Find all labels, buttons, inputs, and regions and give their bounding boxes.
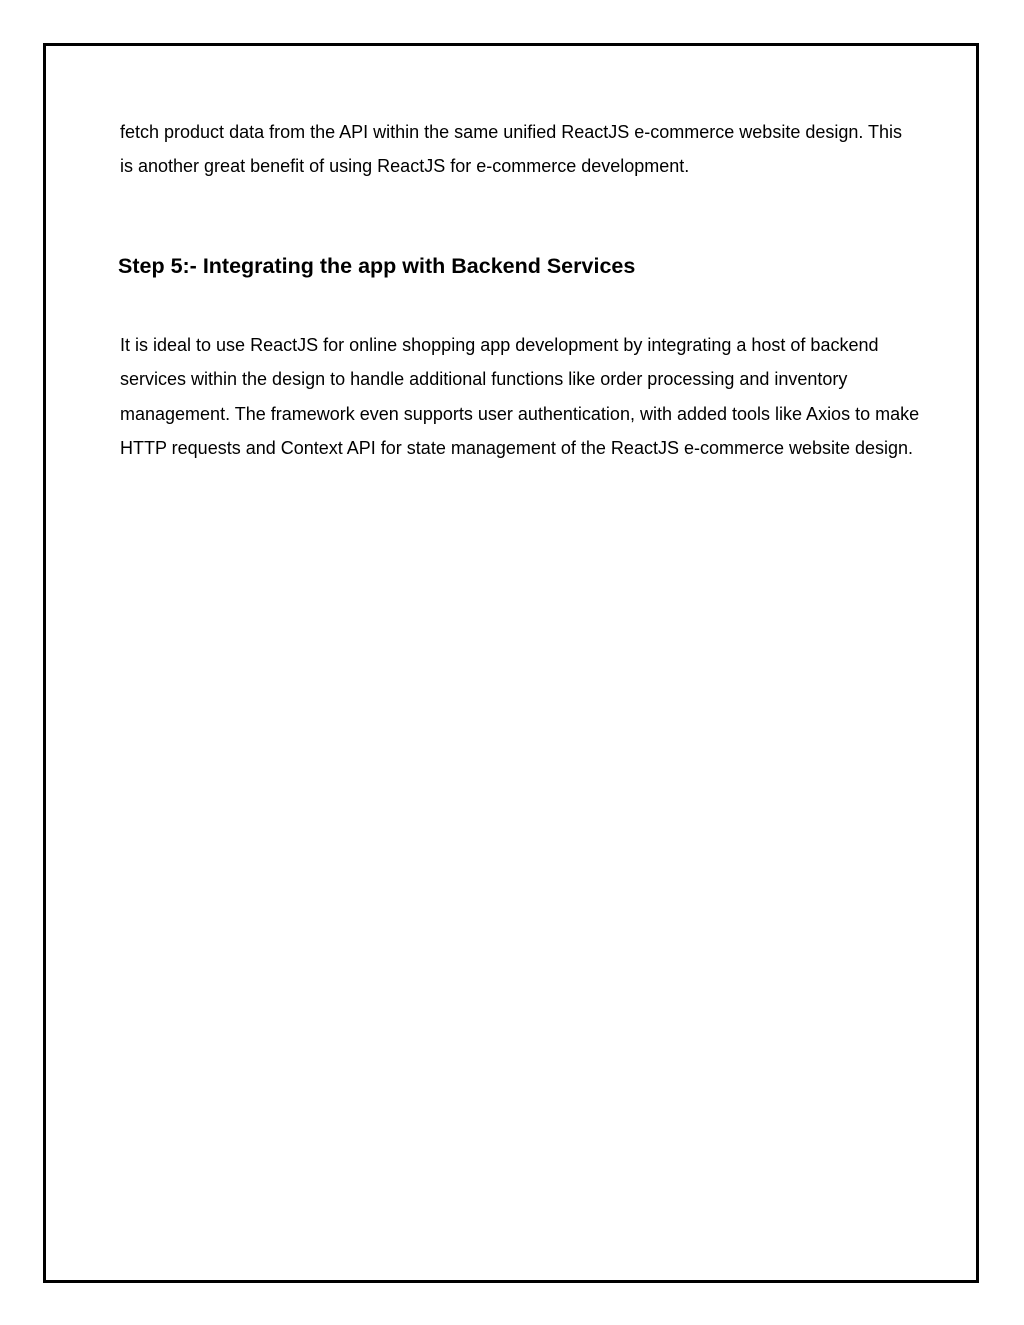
intro-paragraph: fetch product data from the API within the same unified ReactJS e-commerce website design. This is another great benefit of using ReactJS for e-commerce development.	[120, 122, 903, 177]
page-border	[43, 43, 979, 1283]
section-heading: Step 5:- Integrating the app with Backend Services	[118, 254, 636, 278]
body-paragraph: It is ideal to use ReactJS for online shopping app development by integrating a host of backend services within the design to handle additional functions like order processing and inventory management. The framework even supports user authentication, with added tools like Axios to make HTTP requests and Context API for state management of the ReactJS e-commerce website design.	[120, 335, 920, 458]
